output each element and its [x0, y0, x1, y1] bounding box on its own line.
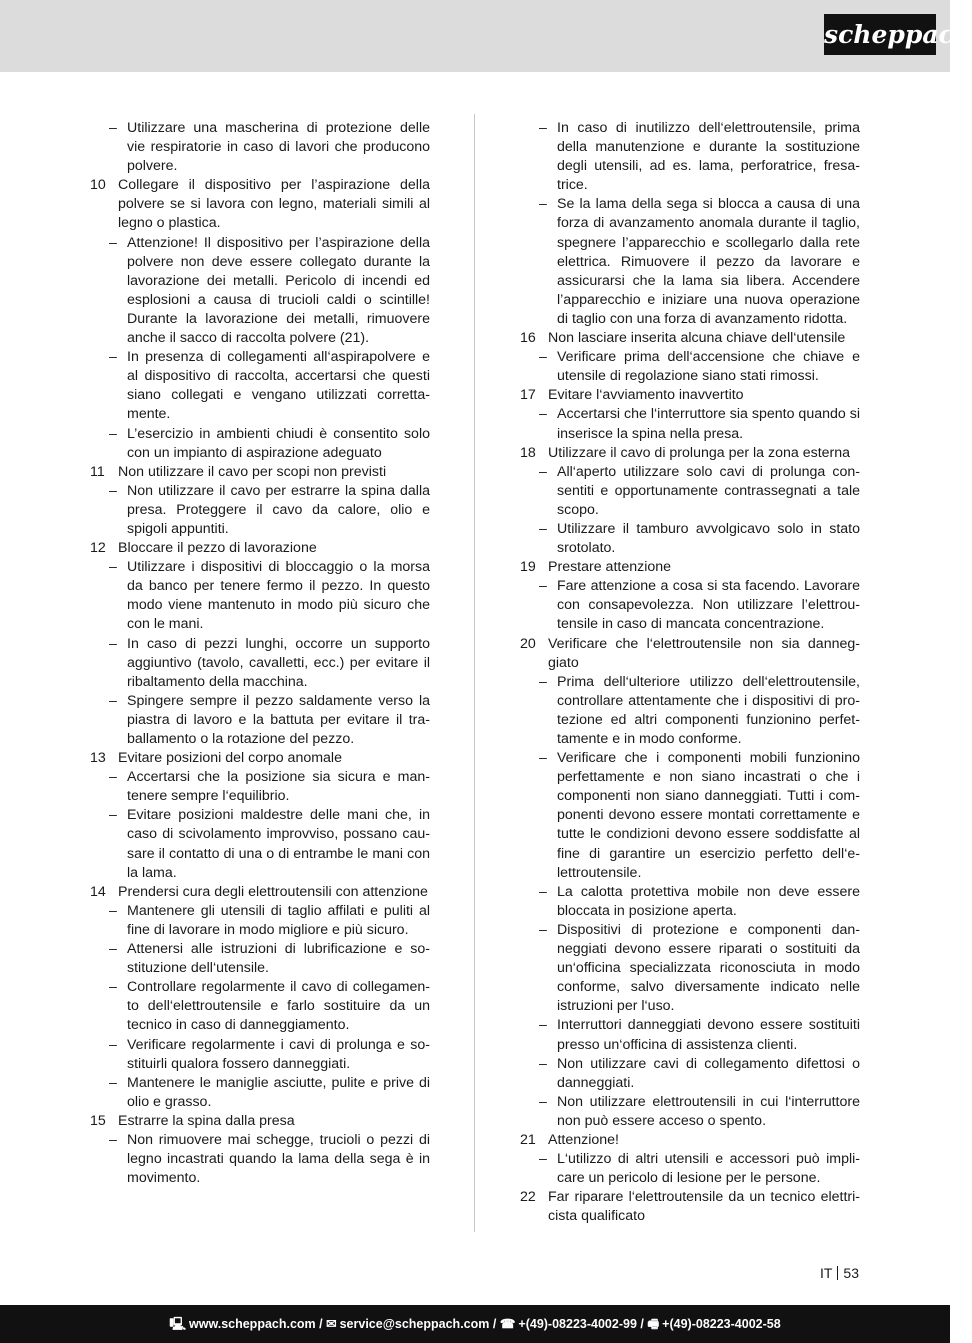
dash-marker: –: [539, 1055, 547, 1072]
numbered-item: [520, 1131, 860, 1150]
dash-marker: –: [109, 692, 117, 709]
item-number: 10: [90, 177, 106, 194]
dash-marker: –: [109, 1074, 117, 1091]
dash-marker: –: [539, 578, 547, 595]
item-number: 16: [520, 330, 536, 347]
numbered-item: [520, 558, 860, 577]
bullet-item: [520, 1016, 860, 1054]
bullet-item: [90, 940, 430, 978]
dash-marker: –: [109, 941, 117, 958]
item-text: Interruttori danneggiati devono essere sostituiti presso un‘officina di assistenza clienti.: [557, 1017, 860, 1053]
bullet-item: [90, 348, 430, 424]
bullet-item: [90, 635, 430, 692]
item-text: Controllare regolarmente il cavo di collegamento dell‘elettroutensile e farlo sostituire da un tecnico in caso di danneggiamento.: [127, 979, 430, 1034]
item-number: 11: [90, 463, 105, 480]
item-text: Utilizzare una mascherina di protezione delle vie respiratorie in caso di lavori che producono polvere.: [127, 120, 430, 175]
dash-marker: –: [109, 349, 117, 366]
bullet-item: [520, 520, 860, 558]
item-text: Dispositivi di protezione e componenti danneggiati devono essere riparati o sostituiti da un‘officina specializzata riconosciuta in modo conforme, salvo diversamente indicato nelle istruzioni per l‘uso.: [557, 921, 860, 1015]
bullet-item: [520, 119, 860, 195]
numbered-item: [90, 176, 430, 233]
item-text: Non lasciare inserita alcuna chiave dell‘utensile: [548, 330, 846, 347]
item-text: Non utilizzare elettroutensili in cui l‘interruttore non può essere acceso o spento.: [557, 1093, 860, 1129]
footer-separator: /: [640, 1317, 644, 1331]
bullet-item: [90, 692, 430, 749]
dash-marker: –: [109, 1131, 117, 1148]
dash-marker: –: [109, 234, 117, 251]
dash-marker: –: [109, 425, 117, 442]
dash-marker: –: [539, 196, 547, 213]
bullet-item: [90, 768, 430, 806]
dash-marker: –: [109, 902, 117, 919]
dash-marker: –: [539, 406, 547, 423]
dash-marker: –: [109, 979, 117, 996]
item-text: Verificare che l‘elettroutensile non sia danneggiato: [548, 635, 860, 671]
bullet-item: [90, 558, 430, 634]
bullet-item: [90, 425, 430, 463]
footer-separator: /: [492, 1317, 497, 1331]
item-text: All‘aperto utilizzare solo cavi di prolunga consentiti e opportunamente contrassegnati a tale scopo.: [557, 463, 860, 518]
bullet-item: [90, 978, 430, 1035]
item-number: 19: [520, 559, 536, 576]
item-text: Mantenere gli utensili di taglio affilati e puliti al fine di lavorare in modo migliore e più sicuro.: [127, 902, 430, 938]
item-text: Prendersi cura degli elettroutensili con attenzione: [118, 883, 428, 900]
bullet-item: [520, 921, 860, 1016]
footer-email[interactable]: service@scheppach.com: [339, 1317, 490, 1331]
item-text: Se la lama della sega si blocca a causa di una forza di avanzamento anomala durante il taglio, spegnere l’apparecchio e scollegarlo dalla rete elettrica. Rimuovere il pezzo da lavorare e assicurarsi che la lama sia libera. Accendere l’apparecchio e iniziare una nuova operazione di taglio con una forza di avanzamento ridotta.: [557, 196, 860, 327]
dash-marker: –: [109, 559, 117, 576]
column-divider: [474, 114, 475, 1232]
bullet-item: [90, 1074, 430, 1112]
numbered-item: [90, 1112, 430, 1131]
item-text: Verificare regolarmente i cavi di prolunga e sostituirli qualora fossero danneggiati.: [127, 1036, 430, 1072]
item-text: Evitare posizioni del corpo anomale: [118, 750, 342, 767]
numbered-item: [520, 1188, 860, 1226]
bullet-item: [520, 1093, 860, 1131]
bullet-item: [90, 234, 430, 349]
item-text: Non utilizzare il cavo per estrarre la spina dalla presa. Proteggere il cavo da calore, olio e spigoli appuntiti.: [127, 482, 430, 537]
numbered-item: [90, 749, 430, 768]
item-text: In caso di pezzi lunghi, occorre un supporto aggiuntivo (tavolo, cavalletti, ecc.) per evitare il ribaltamento della macchina.: [127, 635, 430, 690]
numbered-item: [90, 883, 430, 902]
item-text: Attenzione! Il dispositivo per l’aspirazione della polvere non deve essere collegato durante la lavorazione dei metalli. Pericolo di incendi ed esplosioni a causa di trucioli caldi o scintille! Durante la lavorazione dei metalli, rimuovere anche il sacco di raccolta polvere (21).: [127, 234, 430, 347]
item-text: Non rimuovere mai schegge, trucioli o pezzi di legno incastrati quando la lama della sega è in movimento.: [127, 1131, 430, 1187]
bullet-item: [520, 673, 860, 749]
item-text: Estrarre la spina dalla presa: [118, 1112, 295, 1129]
scheppach-logo: scheppach: [824, 14, 936, 55]
item-number: 12: [90, 540, 106, 557]
item-text: Collegare il dispositivo per l’aspirazione della polvere se si lavora con legno, materiali simili al legno o plastica.: [118, 177, 430, 232]
left-column: [90, 119, 430, 1188]
bullet-item: [520, 463, 860, 520]
item-number: 13: [90, 750, 106, 767]
item-text: Accertarsi che la posizione sia sicura e mantenere sempre l‘equilibrio.: [127, 769, 430, 805]
dash-marker: –: [539, 349, 547, 366]
item-text: L’esercizio in ambienti chiudi è consentito solo con un impianto di aspirazione adeguato: [127, 425, 430, 461]
mail-icon: ✉: [326, 1317, 337, 1331]
item-text: Attenzione!: [548, 1131, 619, 1148]
item-text: Evitare l‘avviamento inavvertito: [548, 387, 744, 404]
bullet-item: [520, 405, 860, 443]
item-text: Verificare prima dell‘accensione che chiave e utensile di regolazione siano stati rimossi.: [557, 349, 860, 385]
item-text: La calotta protettiva mobile non deve essere bloccata in posizione aperta.: [557, 883, 860, 919]
language-code: IT: [819, 1265, 833, 1281]
item-text: In caso di inutilizzo dell‘elettroutensile, prima della manutenzione e durante la sostituzione degli utensili, ad es. lama, perforatrice, fresatrice.: [557, 120, 860, 194]
item-text: Prima dell‘ulteriore utilizzo dell‘elettroutensile, controllare attentamente che i dispositivi di protezione ed altri componenti funzionino perfettamente e in modo conforme.: [557, 673, 860, 747]
item-text: In presenza di collegamenti all‘aspirapolvere e al dispositivo di raccolta, accertarsi che questi siano collegati e vengano utilizzati correttamente.: [127, 349, 430, 423]
item-number: 18: [520, 444, 536, 461]
item-text: Non utilizzare il cavo per scopi non previsti: [118, 463, 387, 480]
dash-marker: –: [109, 1036, 117, 1053]
bullet-item: [520, 195, 860, 329]
item-text: Utilizzare il cavo di prolunga per la zona esterna: [548, 444, 851, 461]
item-number: 21: [520, 1131, 536, 1148]
footer-separator: /: [319, 1317, 323, 1331]
numbered-item: [520, 635, 860, 673]
page-number: [820, 1265, 859, 1281]
item-text: Bloccare il pezzo di lavorazione: [118, 540, 317, 557]
right-column: [520, 119, 860, 1226]
item-text: Mantenere le maniglie asciutte, pulite e prive di olio e grasso.: [127, 1074, 430, 1110]
dash-marker: –: [539, 750, 547, 767]
item-text: Accertarsi che l‘interruttore sia spento quando si inserisce la spina nella presa.: [557, 406, 860, 442]
dash-marker: –: [109, 769, 117, 786]
dash-marker: –: [539, 883, 547, 900]
bullet-item: [90, 119, 430, 176]
numbered-item: [520, 386, 860, 405]
computer-icon: 🖳: [169, 1317, 187, 1331]
dash-marker: –: [109, 807, 117, 824]
phone-icon: ☎: [499, 1317, 516, 1331]
item-number: 22: [520, 1189, 536, 1206]
bullet-item: [520, 883, 860, 921]
bullet-item: [90, 1036, 430, 1074]
page-header: [0, 0, 972, 72]
footer-website[interactable]: www.scheppach.com: [189, 1317, 316, 1331]
numbered-item: [520, 444, 860, 463]
item-number: 15: [90, 1112, 106, 1129]
bullet-item: [90, 806, 430, 882]
numbered-item: [90, 539, 430, 558]
dash-marker: –: [539, 1093, 547, 1110]
bullet-item: [90, 902, 430, 940]
item-text: Prestare attenzione: [548, 559, 672, 576]
fax-icon: 🖷: [647, 1317, 660, 1331]
bullet-item: [90, 1131, 430, 1188]
item-text: L‘utilizzo di altri utensili e accessori può implicare un pericolo di lesione per le persone.: [557, 1151, 860, 1187]
footer-phone: +(49)-08223-4002-99: [518, 1317, 637, 1331]
dash-marker: –: [109, 120, 117, 136]
dash-marker: –: [539, 463, 547, 480]
dash-marker: –: [539, 1017, 547, 1034]
item-text: Verificare che i componenti mobili funzionino perfettamente e non siano incastrati o che i componenti non siano danneggiati. Tutti i componenti devono essere montati correttamente e tutte le condizioni devono essere soddisfatte al fine di garantire un esercizio perfetto dell‘elettroutensile.: [557, 750, 860, 881]
bullet-item: [520, 1150, 860, 1188]
footer-fax: +(49)-08223-4002-58: [662, 1317, 781, 1331]
numbered-item: [90, 463, 430, 482]
dash-marker: –: [539, 520, 547, 537]
item-text: Attenersi alle istruzioni di lubrificazione e sostituzione dell‘utensile.: [127, 941, 430, 977]
item-text: Far riparare l‘elettroutensile da un tecnico elettricista qualificato: [548, 1189, 860, 1225]
item-text: Non utilizzare cavi di collegamento difettosi o danneggiati.: [557, 1055, 860, 1091]
dash-marker: –: [109, 482, 117, 499]
item-text: Spingere sempre il pezzo saldamente verso la piastra di lavoro e la battuta per evitare il traballamento o la rotazione del pezzo.: [127, 692, 430, 747]
item-text: Evitare posizioni maldestre delle mani che, in caso di scivolamento improvviso, possano causare il contatto di una o di entrambe le mani con la lama.: [127, 807, 430, 881]
dash-marker: –: [539, 120, 547, 136]
dash-marker: –: [539, 921, 547, 938]
bullet-item: [520, 1055, 860, 1093]
item-number: 20: [520, 635, 536, 652]
bullet-item: [520, 749, 860, 883]
item-number: 14: [90, 883, 106, 900]
bullet-item: [520, 348, 860, 386]
page-number-value: 53: [843, 1265, 859, 1281]
item-number: 17: [520, 387, 536, 404]
dash-marker: –: [539, 1151, 547, 1168]
dash-marker: –: [109, 635, 117, 652]
item-text: Utilizzare il tamburo avvolgicavo solo in stato srotolato.: [557, 520, 860, 557]
dash-marker: –: [539, 673, 547, 690]
numbered-item: [520, 329, 860, 348]
bullet-item: [90, 482, 430, 539]
bullet-item: [520, 577, 860, 634]
item-text: Utilizzare i dispositivi di bloccaggio o la morsa da banco per tenere fermo il pezzo. In questo modo viene mantenuto in modo più sicuro che con le mani.: [127, 559, 430, 633]
page-footer: [0, 1305, 950, 1343]
page-number-separator: [837, 1266, 838, 1280]
item-text: Fare attenzione a cosa si sta facendo. Lavorare con consapevolezza. Non utilizzare l’elettroutensile in caso di mancata concentrazione.: [557, 578, 860, 633]
